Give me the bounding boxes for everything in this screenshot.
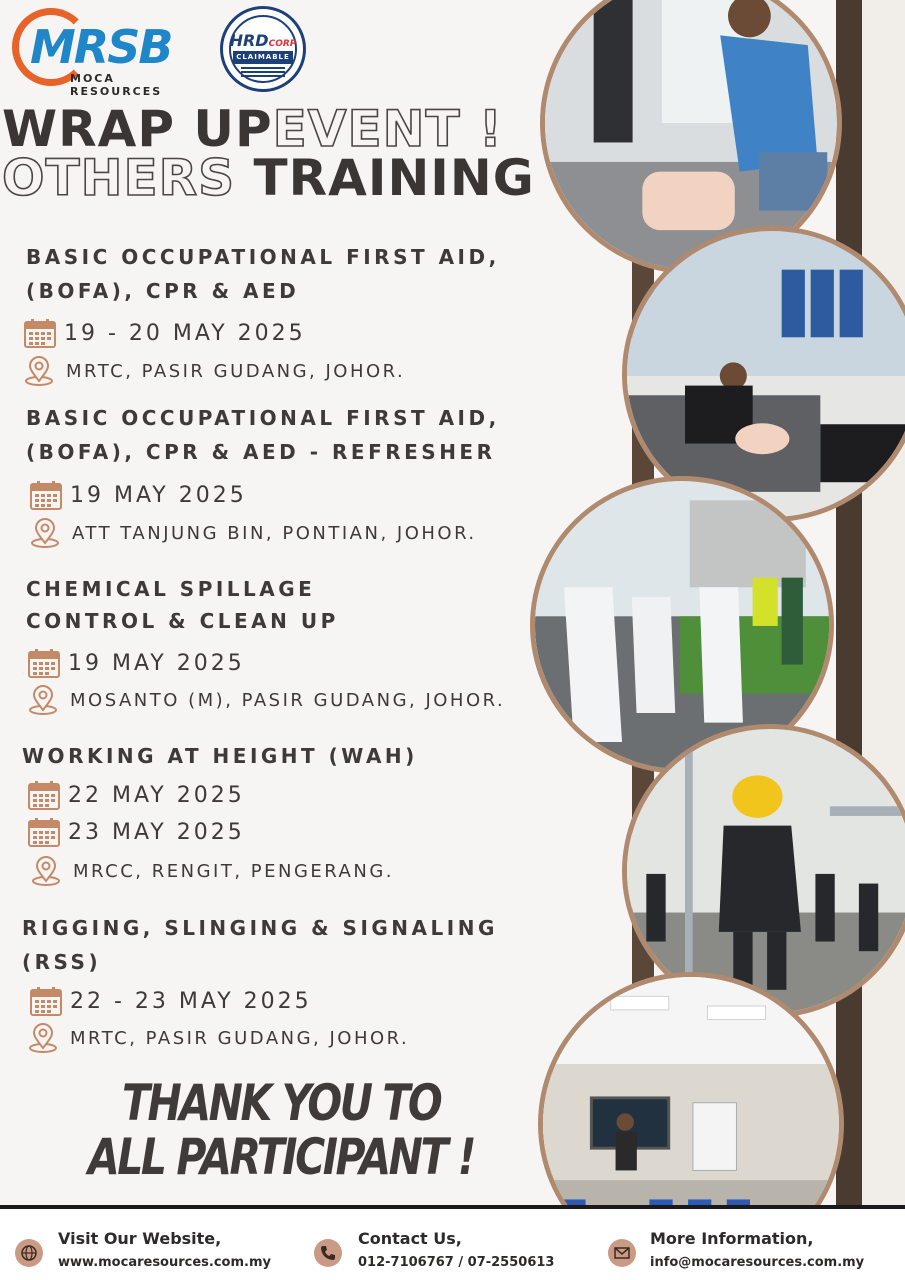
event-5-place: MRTC, PASIR GUDANG, JOHOR.	[70, 1027, 410, 1049]
event-3-date-row	[28, 648, 245, 678]
event-1-title-line-1: BASIC OCCUPATIONAL FIRST AID,	[26, 245, 500, 269]
event-4-date-1: 22 MAY 2025	[68, 782, 245, 808]
website-heading: Visit Our Website,	[58, 1229, 222, 1248]
mrsb-logo	[12, 6, 212, 98]
event-3-title-line-2: CONTROL & CLEAN UP	[26, 609, 339, 633]
calendar-icon	[30, 480, 62, 510]
event-4-title: WORKING AT HEIGHT (WAH)	[22, 744, 418, 768]
event-2-title-line-2: (BOFA), CPR & AED - REFRESHER	[26, 440, 496, 464]
contact-heading: Contact Us,	[358, 1229, 462, 1248]
mail-icon	[608, 1239, 636, 1267]
calendar-icon	[28, 780, 60, 810]
thanks-line-1: THANK YOU TO	[122, 1074, 441, 1132]
website-url-link[interactable]: www.mocaresources.com.my	[58, 1255, 271, 1270]
event-5-date: 22 - 23 MAY 2025	[70, 988, 312, 1014]
event-4-date-row-2	[28, 817, 245, 847]
headline-line-2	[2, 149, 535, 207]
event-2-title-line-1: BASIC OCCUPATIONAL FIRST AID,	[26, 406, 500, 430]
dark-vertical-stripe	[836, 0, 862, 1205]
location-pin-icon	[24, 356, 54, 386]
event-1-date-row	[24, 318, 306, 348]
footer-info[interactable]	[600, 1209, 905, 1280]
phone-icon	[314, 1239, 342, 1267]
event-1-title-line-2: (BOFA), CPR & AED	[26, 279, 300, 303]
footer-website[interactable]	[0, 1209, 300, 1280]
event-1-place-row	[24, 356, 405, 386]
event-1-place: MRTC, PASIR GUDANG, JOHOR.	[66, 360, 406, 382]
headline-wrap-up: WRAP UP	[2, 100, 273, 158]
info-email-link[interactable]: info@mocaresources.com.my	[650, 1255, 865, 1270]
calendar-icon	[28, 648, 60, 678]
badge-lines-icon	[241, 67, 285, 79]
event-1-date: 19 - 20 MAY 2025	[64, 320, 306, 346]
calendar-icon	[28, 817, 60, 847]
contact-phone-link[interactable]: 012-7106767 / 07-2550613	[358, 1255, 555, 1270]
logo-letters: MRSB	[30, 20, 172, 74]
footer	[0, 1209, 905, 1280]
headline-others: OTHERS	[2, 149, 236, 207]
calendar-icon	[30, 986, 62, 1016]
right-background-panel	[862, 0, 905, 1205]
thanks-line-2: ALL PARTICIPANT !	[88, 1128, 475, 1186]
claimable-label: CLAIMABLE	[233, 51, 293, 64]
event-5-title-line-1: RIGGING, SLINGING & SIGNALING	[22, 916, 498, 940]
event-3-title-line-1: CHEMICAL SPILLAGE	[26, 577, 316, 601]
event-4-date-2: 23 MAY 2025	[68, 819, 245, 845]
location-pin-icon	[28, 1023, 58, 1053]
event-3-date: 19 MAY 2025	[68, 650, 245, 676]
event-4-place: MRCC, RENGIT, PENGERANG.	[73, 860, 394, 882]
event-2-date-row	[30, 480, 247, 510]
globe-icon	[15, 1239, 43, 1267]
info-heading: More Information,	[650, 1229, 814, 1248]
event-4-date-row-1	[28, 780, 245, 810]
headline-training: TRAINING	[253, 149, 535, 207]
logo-subtitle: MOCA RESOURCES	[70, 72, 163, 98]
headline-event: EVENT !	[272, 100, 503, 158]
hrd-name: HRD	[229, 31, 269, 50]
calendar-icon	[24, 318, 56, 348]
event-2-place-row	[30, 518, 477, 548]
event-3-place-row	[28, 685, 505, 715]
location-pin-icon	[28, 685, 58, 715]
event-2-place: ATT TANJUNG BIN, PONTIAN, JOHOR.	[72, 522, 477, 544]
event-5-place-row	[28, 1023, 409, 1053]
location-pin-icon	[31, 856, 61, 886]
event-4-place-row	[31, 856, 394, 886]
headline-line-1	[2, 100, 503, 158]
event-5-title-line-2: (RSS)	[22, 950, 102, 974]
footer-contact[interactable]	[300, 1209, 600, 1280]
event-2-date: 19 MAY 2025	[70, 482, 247, 508]
location-pin-icon	[30, 518, 60, 548]
hrd-corp-claimable-badge	[220, 6, 306, 92]
event-3-place: MOSANTO (M), PASIR GUDANG, JOHOR.	[70, 689, 506, 711]
event-5-date-row	[30, 986, 312, 1016]
hrd-corp: CORP	[268, 39, 297, 49]
